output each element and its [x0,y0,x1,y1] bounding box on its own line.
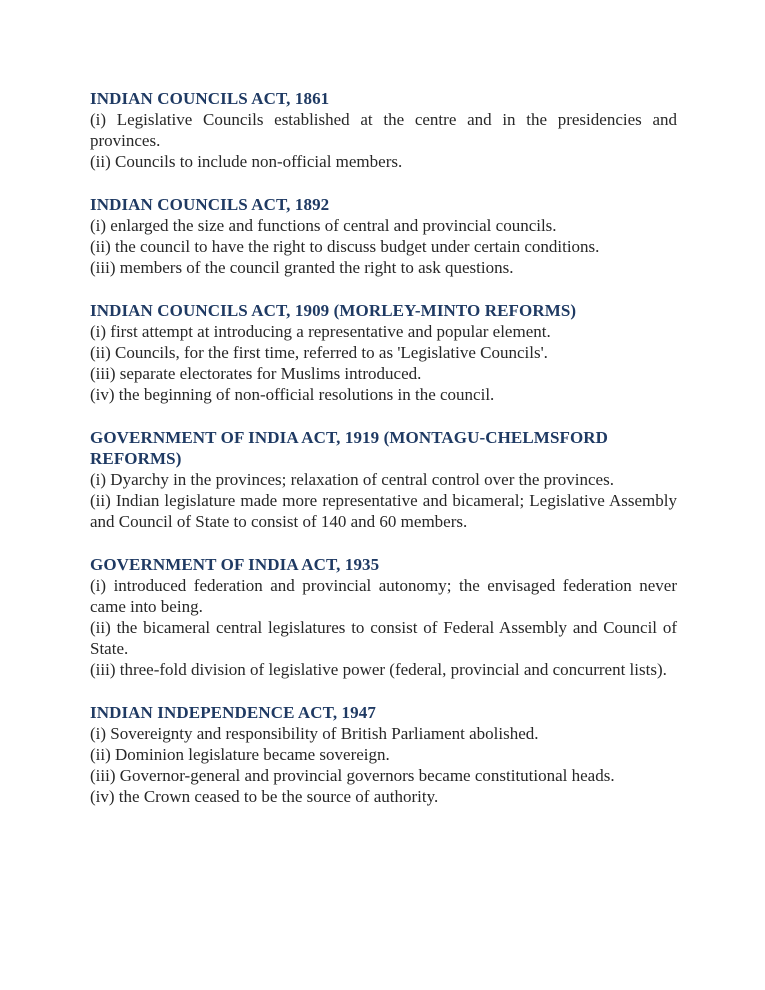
section-heading: GOVERNMENT OF INDIA ACT, 1935 [90,555,380,574]
section-government-of-india-act-1919 [90,427,677,532]
section-item: (i) Sovereignty and responsibility of British Parliament abolished. [90,724,539,743]
section-item: (ii) Councils, for the first time, referred to as 'Legislative Councils'. [90,343,548,362]
section-item: (iv) the beginning of non-official resolutions in the council. [90,385,495,404]
section-item: (i) enlarged the size and functions of central and provincial councils. [90,216,557,235]
section-item: (i) first attempt at introducing a representative and popular element. [90,322,551,341]
document-content [90,88,677,829]
section-item: (ii) Dominion legislature became sovereign. [90,745,390,764]
section-item: (iii) separate electorates for Muslims introduced. [90,364,422,383]
section-indian-councils-act-1892 [90,194,677,278]
section-item: (iv) the Crown ceased to be the source of authority. [90,787,439,806]
section-heading: INDIAN COUNCILS ACT, 1861 [90,89,330,108]
section-heading: INDIAN COUNCILS ACT, 1892 [90,195,330,214]
section-item: (i) Dyarchy in the provinces; relaxation of central control over the provinces. [90,470,614,489]
section-item: (iii) three-fold division of legislative power (federal, provincial and concurrent lists). [90,660,667,679]
section-item: (ii) Councils to include non-official members. [90,152,403,171]
section-heading: INDIAN INDEPENDENCE ACT, 1947 [90,703,376,722]
section-indian-independence-act-1947 [90,702,677,807]
section-government-of-india-act-1935 [90,554,677,680]
section-item: (ii) Indian legislature made more representative and bicameral; Legislative Assembly and Council of State to consist of 140 and 60 members. [90,491,677,531]
section-item: (i) Legislative Councils established at the centre and in the presidencies and provinces. [90,110,677,150]
section-item: (iii) members of the council granted the right to ask questions. [90,258,514,277]
section-item: (iii) Governor-general and provincial governors became constitutional heads. [90,766,615,785]
section-item: (ii) the bicameral central legislatures to consist of Federal Assembly and Council of State. [90,618,677,658]
section-item: (i) introduced federation and provincial autonomy; the envisaged federation never came into being. [90,576,677,616]
section-indian-councils-act-1861 [90,88,677,172]
section-indian-councils-act-1909 [90,300,677,405]
section-item: (ii) the council to have the right to discuss budget under certain conditions. [90,237,600,256]
section-heading: GOVERNMENT OF INDIA ACT, 1919 (MONTAGU-CHELMSFORD REFORMS) [90,428,609,468]
section-heading: INDIAN COUNCILS ACT, 1909 (MORLEY-MINTO REFORMS) [90,301,577,320]
